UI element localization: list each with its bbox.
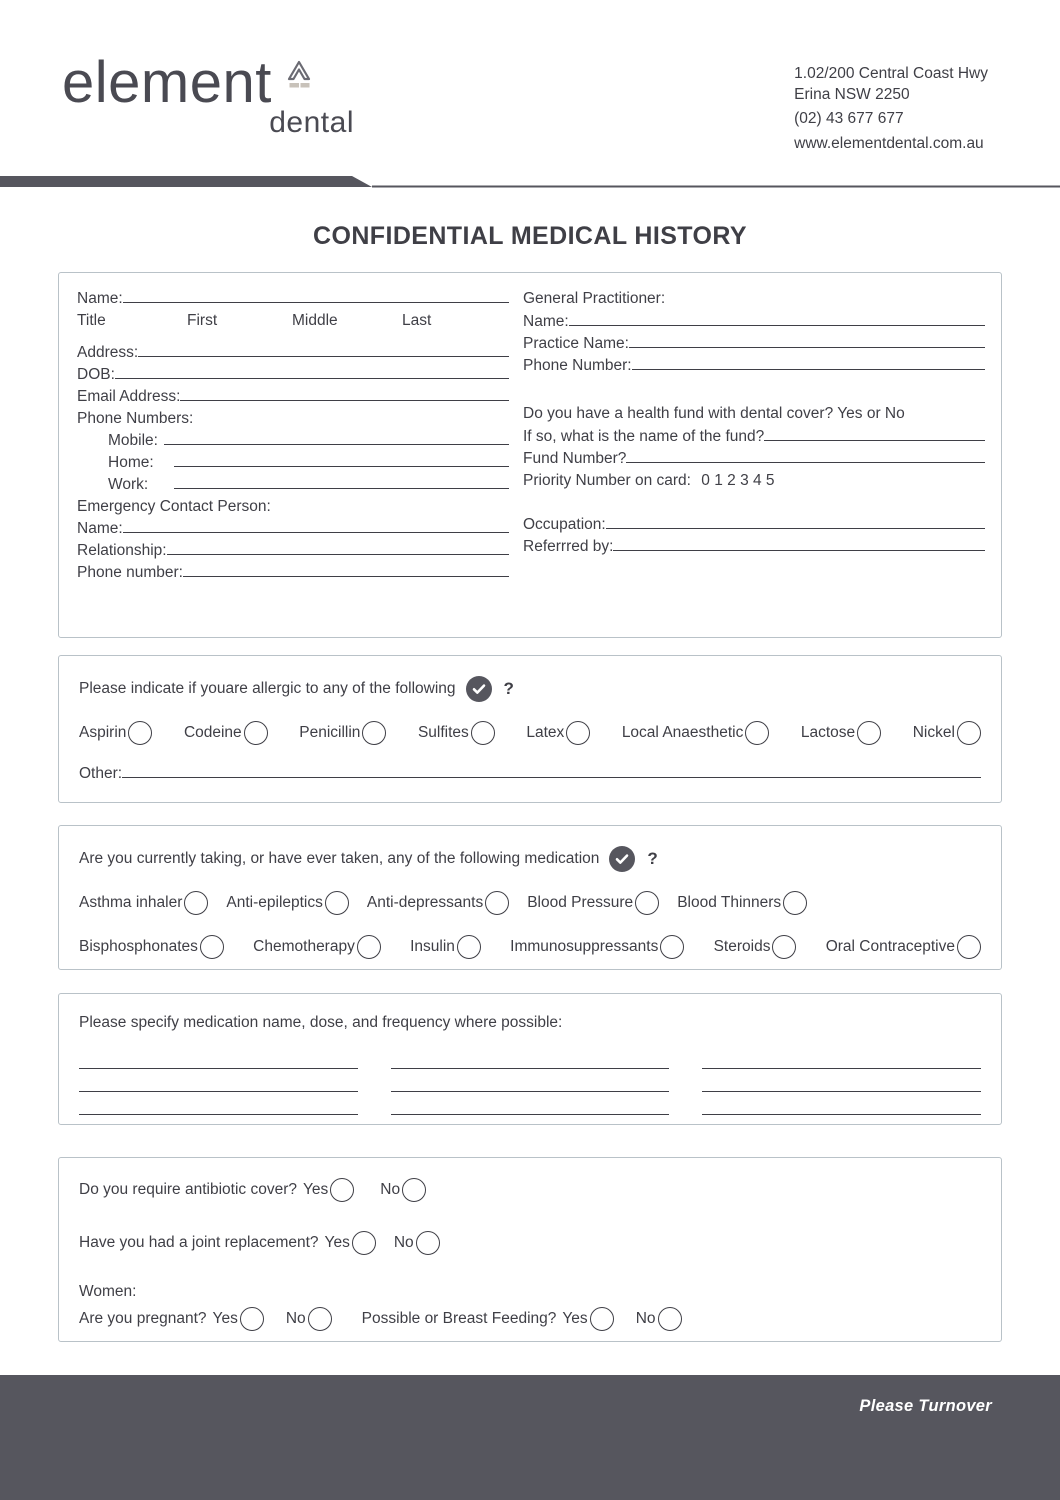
medication-option-blood-thinners-label: Blood Thinners <box>677 894 782 911</box>
allergy-option-sulfites-label: Sulfites <box>417 724 469 741</box>
contact-phone: (02) 43 677 677 <box>794 110 904 127</box>
question-pregnant-no-label: No <box>285 1310 306 1327</box>
field-name-label: Name: <box>77 290 123 307</box>
medication-option-insulin[interactable] <box>410 935 481 959</box>
medication-option-immunosuppressants-label: Immunosuppressants <box>510 938 659 955</box>
question-breastfeeding-yes-label: Yes <box>562 1310 588 1327</box>
allergy-option-aspirin[interactable] <box>79 721 152 745</box>
question-antibiotic-no[interactable] <box>380 1178 426 1202</box>
field-occupation-input[interactable] <box>606 517 985 529</box>
question-joint-text: Have you had a joint replacement? <box>79 1234 319 1251</box>
allergy-option-penicillin[interactable] <box>299 721 386 745</box>
medication-option-blood-pressure-bubble[interactable] <box>635 891 659 915</box>
medication-option-chemotherapy[interactable] <box>253 935 381 959</box>
field-email-input[interactable] <box>180 389 509 401</box>
allergy-option-lactose[interactable] <box>801 721 881 745</box>
medication-specify-input[interactable] <box>391 1092 670 1115</box>
field-allergy-other[interactable] <box>79 765 981 783</box>
question-joint-no-bubble[interactable] <box>416 1231 440 1255</box>
question-joint-yes[interactable] <box>325 1231 376 1255</box>
question-antibiotic-yes-label: Yes <box>302 1181 329 1198</box>
question-joint-no[interactable] <box>394 1231 440 1255</box>
medication-option-chemotherapy-label: Chemotherapy <box>253 938 355 955</box>
spacer <box>523 490 985 516</box>
field-referred-by-label: Referrred by: <box>523 538 614 555</box>
medication-option-blood-thinners-bubble[interactable] <box>783 891 807 915</box>
field-mobile-input[interactable] <box>164 433 509 445</box>
medication-option-insulin-bubble[interactable] <box>457 935 481 959</box>
allergy-option-penicillin-bubble[interactable] <box>362 721 386 745</box>
medication-question-text: Are you currently taking, or have ever taken, any of the following medication <box>79 850 600 867</box>
medication-option-bisphosphonates-label: Bisphosphonates <box>79 938 198 955</box>
field-emergency-name-input[interactable] <box>123 521 509 533</box>
page-header <box>0 0 1060 182</box>
question-pregnant-text: Are you pregnant? <box>79 1310 207 1327</box>
question-antibiotic-no-bubble[interactable] <box>402 1178 426 1202</box>
priority-number-row[interactable] <box>523 472 985 490</box>
field-relationship[interactable] <box>77 542 509 560</box>
name-parts-row <box>77 312 509 330</box>
women-questions-row <box>79 1307 981 1331</box>
allergy-option-lactose-label: Lactose <box>800 724 856 741</box>
question-joint-no-label: No <box>393 1234 414 1251</box>
field-name-input[interactable] <box>123 291 509 303</box>
medication-specify-input[interactable] <box>79 1069 358 1092</box>
question-breastfeeding-yes-bubble[interactable] <box>590 1307 614 1331</box>
medication-specify-input[interactable] <box>391 1046 670 1069</box>
question-antibiotic-row <box>79 1178 981 1202</box>
logo-subtext: dental <box>269 106 354 140</box>
medication-option-oral-contraceptive-label: Oral Contraceptive <box>825 938 955 955</box>
triangle-recycle-logo-icon <box>278 57 320 99</box>
question-joint-yes-bubble[interactable] <box>352 1231 376 1255</box>
field-fund-name-input[interactable] <box>764 429 985 441</box>
field-work-phone-label: Work: <box>108 476 149 493</box>
clinic-contact-info <box>794 66 988 160</box>
field-emergency-phone-input[interactable] <box>183 565 509 577</box>
allergy-option-nickel-label: Nickel <box>912 724 955 741</box>
field-practice-name[interactable] <box>523 335 985 353</box>
question-antibiotic-text: Do you require antibiotic cover? <box>79 1181 297 1198</box>
name-part-last: Last <box>402 312 432 329</box>
field-home-phone-label: Home: <box>108 454 154 471</box>
medication-option-bisphosphonates-bubble[interactable] <box>200 935 224 959</box>
field-address-label: Address: <box>77 344 139 361</box>
field-address-input[interactable] <box>138 345 509 357</box>
allergy-option-latex-label: Latex <box>526 724 565 741</box>
field-emergency-phone[interactable] <box>77 564 509 582</box>
page-title: CONFIDENTIAL MEDICAL HISTORY <box>313 222 747 250</box>
question-pregnant-yes-bubble[interactable] <box>240 1307 264 1331</box>
practitioner-column <box>523 290 985 560</box>
allergy-option-sulfites-bubble[interactable] <box>471 721 495 745</box>
field-fund-name-label: If so, what is the name of the fund? <box>523 428 765 445</box>
field-dob-label: DOB: <box>77 366 115 383</box>
personal-details-column <box>77 290 509 586</box>
health-fund-question: Do you have a health fund with dental cover? Yes or No <box>523 405 905 422</box>
medication-specify-grid <box>79 1046 981 1115</box>
medication-option-chemotherapy-bubble[interactable] <box>357 935 381 959</box>
question-joint-row <box>79 1231 981 1255</box>
question-breastfeeding-no[interactable] <box>636 1307 682 1331</box>
allergy-option-aspirin-bubble[interactable] <box>128 721 152 745</box>
field-home-phone[interactable] <box>77 454 509 472</box>
name-part-title: Title <box>77 312 106 329</box>
field-referred-by[interactable] <box>523 538 985 556</box>
medication-specify-input[interactable] <box>391 1069 670 1092</box>
field-relationship-input[interactable] <box>167 543 509 555</box>
logo-wordmark: element <box>62 50 272 115</box>
medication-options-row-2 <box>79 935 981 959</box>
gp-heading: General Practitioner: <box>523 290 666 307</box>
medication-panel <box>58 825 1002 970</box>
medication-specify-input[interactable] <box>702 1046 981 1069</box>
field-fund-number-label: Fund Number? <box>523 450 627 467</box>
medication-option-immunosuppressants-bubble[interactable] <box>660 935 684 959</box>
field-dob[interactable] <box>77 366 509 384</box>
contact-address-line2: Erina NSW 2250 <box>794 85 910 103</box>
medication-option-asthma-inhaler-bubble[interactable] <box>184 891 208 915</box>
question-breastfeeding-yes[interactable] <box>562 1307 613 1331</box>
emergency-contact-heading: Emergency Contact Person: <box>77 498 271 515</box>
field-practice-name-input[interactable] <box>629 336 985 348</box>
medication-option-anti-depressants[interactable] <box>367 891 509 915</box>
name-part-first: First <box>187 312 218 329</box>
allergy-option-nickel[interactable] <box>913 721 981 745</box>
medication-option-immunosuppressants[interactable] <box>510 935 684 959</box>
medication-option-steroids[interactable] <box>714 935 797 959</box>
field-emergency-name[interactable] <box>77 520 509 538</box>
question-pregnant-yes-label: Yes <box>212 1310 238 1327</box>
question-pregnant-no-bubble[interactable] <box>308 1307 332 1331</box>
field-home-phone-input[interactable] <box>174 455 509 467</box>
medication-option-steroids-label: Steroids <box>713 938 771 955</box>
allergy-option-lactose-bubble[interactable] <box>857 721 881 745</box>
field-relationship-label: Relationship: <box>77 542 167 559</box>
medication-question-mark: ? <box>647 849 658 868</box>
field-work-phone-input[interactable] <box>174 477 509 489</box>
name-part-middle: Middle <box>292 312 338 329</box>
contact-website: www.elementdental.com.au <box>794 134 984 152</box>
allergies-options-row <box>79 721 981 745</box>
medication-specify-input[interactable] <box>79 1092 358 1115</box>
allergy-option-penicillin-label: Penicillin <box>299 724 361 741</box>
check-circle-icon <box>609 846 635 872</box>
question-breastfeeding-no-label: No <box>635 1310 656 1327</box>
women-section-heading: Women: <box>79 1283 137 1300</box>
allergies-question-row <box>79 676 981 702</box>
general-questions-panel <box>58 1157 1002 1342</box>
medication-specify-panel <box>58 993 1002 1125</box>
field-mobile-label: Mobile: <box>108 432 158 449</box>
medication-option-blood-pressure-label: Blood Pressure <box>527 894 634 911</box>
medication-option-insulin-label: Insulin <box>410 938 455 955</box>
spacer <box>523 379 985 405</box>
medication-option-blood-thinners[interactable] <box>677 891 807 915</box>
medication-specify-heading: Please specify medication name, dose, and frequency where possible: <box>79 1014 563 1031</box>
field-gp-phone-input[interactable] <box>632 358 985 370</box>
allergy-option-aspirin-label: Aspirin <box>79 724 127 741</box>
medication-option-anti-epileptics-bubble[interactable] <box>325 891 349 915</box>
field-gp-phone-label: Phone Number: <box>523 357 632 374</box>
field-name[interactable] <box>77 290 509 308</box>
field-occupation[interactable] <box>523 516 985 534</box>
question-antibiotic-no-label: No <box>380 1181 401 1198</box>
medication-specify-input[interactable] <box>702 1069 981 1092</box>
question-antibiotic-yes-bubble[interactable] <box>330 1178 354 1202</box>
allergies-question-mark: ? <box>503 679 514 698</box>
field-fund-name[interactable] <box>523 428 985 446</box>
priority-number-options[interactable]: 0 1 2 3 4 5 <box>701 472 775 489</box>
allergies-panel <box>58 655 1002 803</box>
field-work-phone[interactable] <box>77 476 509 494</box>
medication-specify-col-1 <box>79 1046 358 1115</box>
field-referred-by-input[interactable] <box>613 539 985 551</box>
medication-specify-col-3 <box>702 1046 981 1115</box>
medication-option-asthma-inhaler[interactable] <box>79 891 208 915</box>
contact-address-line1: 1.02/200 Central Coast Hwy <box>794 65 988 82</box>
question-joint-yes-label: Yes <box>324 1234 350 1251</box>
medication-specify-input[interactable] <box>79 1046 358 1069</box>
medication-option-blood-pressure[interactable] <box>527 891 659 915</box>
field-fund-number-input[interactable] <box>626 451 985 463</box>
header-divider-bar <box>0 176 1060 190</box>
allergy-option-nickel-bubble[interactable] <box>957 721 981 745</box>
allergy-option-codeine-label: Codeine <box>183 724 242 741</box>
field-dob-input[interactable] <box>115 367 509 379</box>
allergy-option-local-anaesthetic-label: Local Anaesthetic <box>621 724 744 741</box>
phone-numbers-heading: Phone Numbers: <box>77 410 194 427</box>
medication-option-anti-epileptics-label: Anti-epileptics <box>226 894 323 911</box>
question-antibiotic-yes[interactable] <box>303 1178 354 1202</box>
page-footer <box>0 1375 1060 1500</box>
medication-option-bisphosphonates[interactable] <box>79 935 224 959</box>
check-circle-icon <box>466 676 492 702</box>
field-email[interactable] <box>77 388 509 406</box>
field-gp-name[interactable] <box>523 313 985 331</box>
medication-option-oral-contraceptive-bubble[interactable] <box>957 935 981 959</box>
question-breastfeeding-no-bubble[interactable] <box>658 1307 682 1331</box>
field-fund-number[interactable] <box>523 450 985 468</box>
medication-option-oral-contraceptive[interactable] <box>826 935 981 959</box>
priority-number-label: Priority Number on card: <box>523 472 691 489</box>
medication-options-row-1 <box>79 891 981 915</box>
allergy-option-local-anaesthetic-bubble[interactable] <box>745 721 769 745</box>
field-mobile[interactable] <box>77 432 509 450</box>
medication-specify-col-2 <box>391 1046 670 1115</box>
brand-logo <box>62 50 402 140</box>
field-emergency-phone-label: Phone number: <box>77 564 183 581</box>
allergy-option-local-anaesthetic[interactable] <box>622 721 770 745</box>
medication-option-asthma-inhaler-label: Asthma inhaler <box>79 894 183 911</box>
field-address[interactable] <box>77 344 509 362</box>
footer-turnover-text: Please Turnover <box>859 1397 992 1415</box>
field-allergy-other-input[interactable] <box>122 766 981 778</box>
medication-option-anti-depressants-label: Anti-depressants <box>366 894 484 911</box>
question-pregnant-yes[interactable] <box>213 1307 264 1331</box>
medication-option-anti-depressants-bubble[interactable] <box>485 891 509 915</box>
field-gp-phone[interactable] <box>523 357 985 375</box>
question-breastfeeding-text: Possible or Breast Feeding? <box>361 1310 557 1327</box>
field-emergency-name-label: Name: <box>77 520 123 537</box>
allergy-option-latex[interactable] <box>526 721 590 745</box>
allergy-option-latex-bubble[interactable] <box>566 721 590 745</box>
allergy-option-sulfites[interactable] <box>418 721 495 745</box>
medication-question-row <box>79 846 981 872</box>
field-practice-name-label: Practice Name: <box>523 335 629 352</box>
allergy-option-codeine-bubble[interactable] <box>244 721 268 745</box>
question-pregnant-no[interactable] <box>286 1307 332 1331</box>
field-gp-name-input[interactable] <box>569 314 985 326</box>
allergies-question-text: Please indicate if youare allergic to any of the following <box>79 680 456 697</box>
personal-details-panel <box>58 272 1002 638</box>
allergy-option-codeine[interactable] <box>184 721 268 745</box>
field-allergy-other-label: Other: <box>79 765 123 782</box>
field-gp-name-label: Name: <box>523 313 569 330</box>
field-email-label: Email Address: <box>77 388 181 405</box>
medication-specify-input[interactable] <box>702 1092 981 1115</box>
field-occupation-label: Occupation: <box>523 516 606 533</box>
medication-option-anti-epileptics[interactable] <box>226 891 349 915</box>
medication-option-steroids-bubble[interactable] <box>772 935 796 959</box>
